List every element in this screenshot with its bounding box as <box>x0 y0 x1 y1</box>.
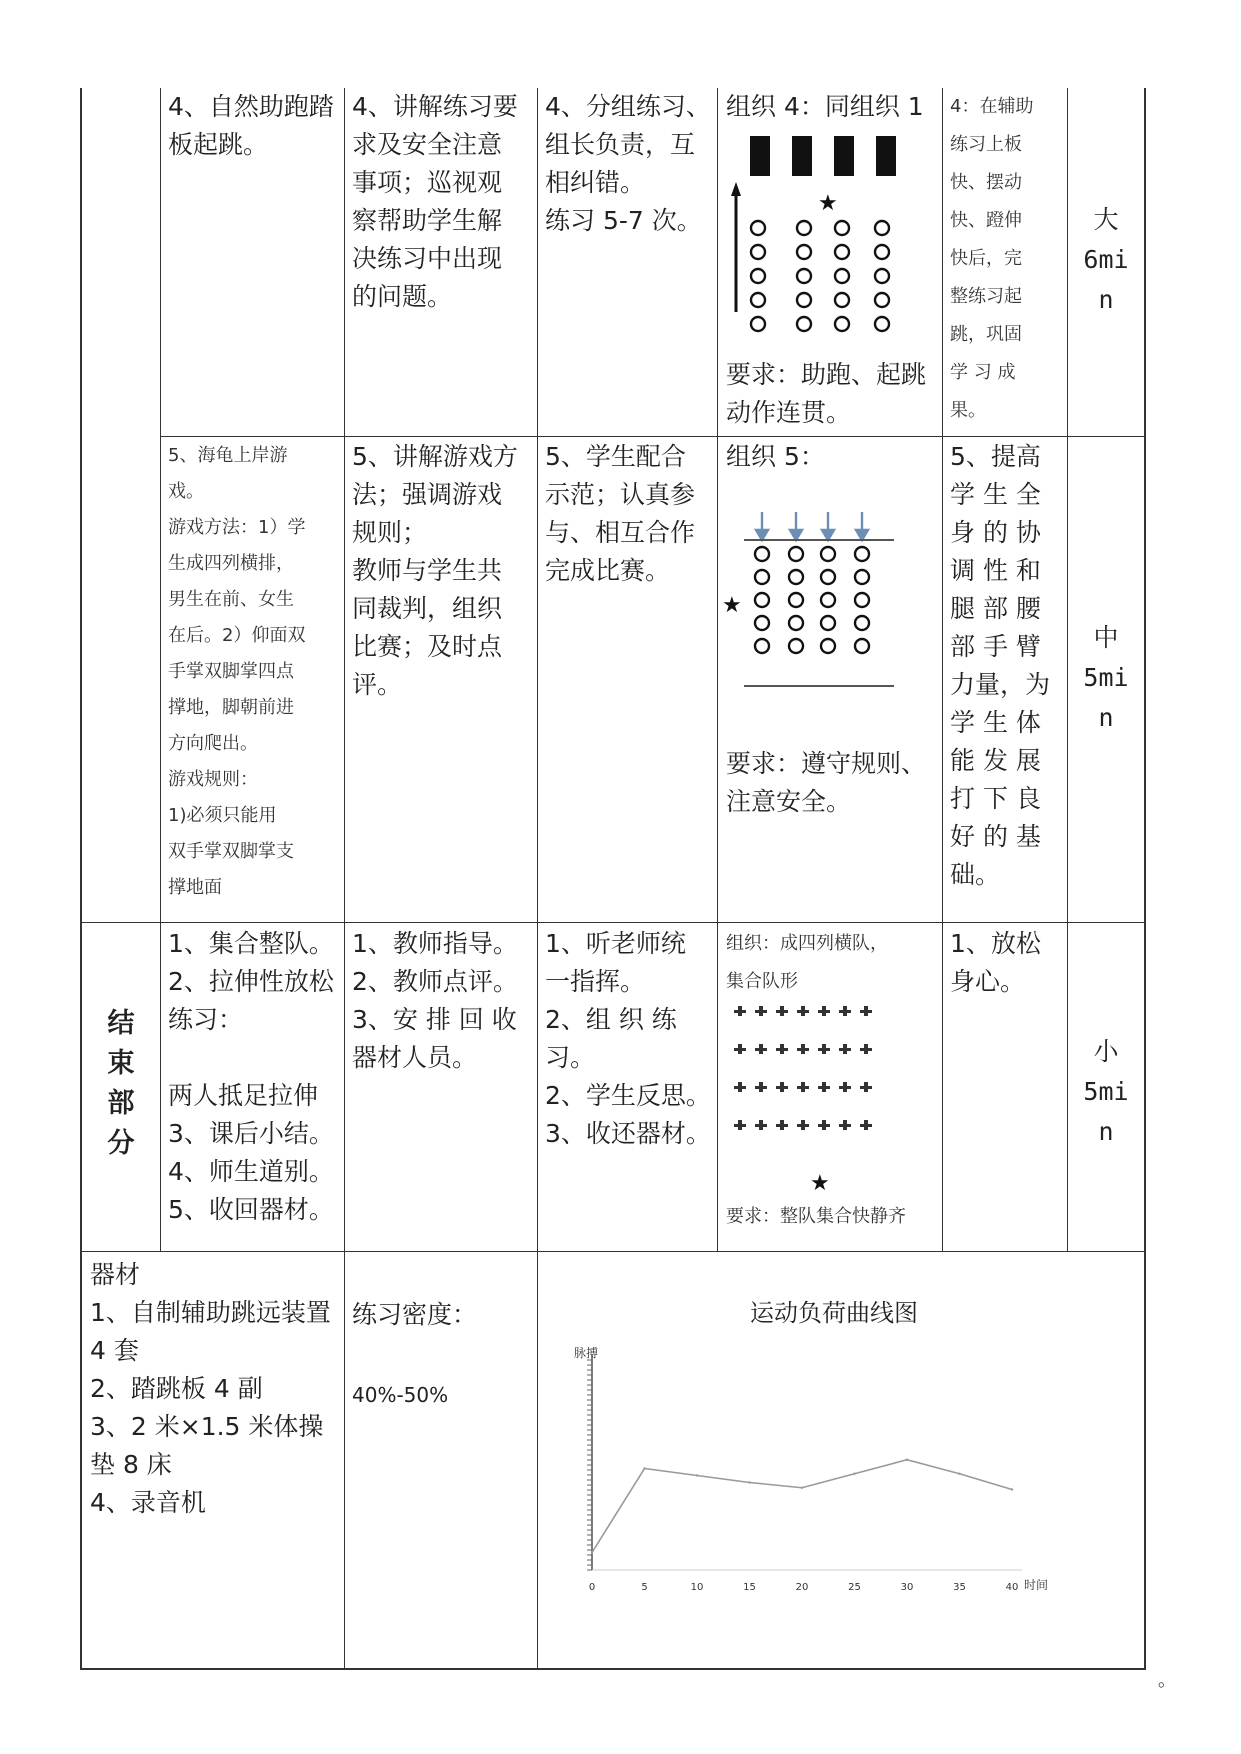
row2-goal: 5、提高 学 生 全 身 的 协 调 性 和 腿 部 腰 部 手 臂 力量，为 学 生 体 能 发 展 打 下 良 好 的 基 础。 <box>950 442 1051 889</box>
row3-org-requirement: 要求：整队集合快静齐 <box>726 1206 906 1227</box>
student-marker <box>789 570 803 584</box>
col-line-1 <box>160 88 161 1252</box>
student-marker <box>751 269 765 283</box>
student-marker <box>864 1006 868 1016</box>
student-marker <box>835 317 849 331</box>
row2-intensity: 中 5mi n <box>1083 623 1129 732</box>
load-curve-point <box>958 1473 960 1475</box>
student-marker <box>780 1006 784 1016</box>
student-marker <box>822 1006 826 1016</box>
row-line-3 <box>80 1251 1145 1252</box>
x-tick-label: 5 <box>641 1582 648 1593</box>
student-marker <box>801 1120 805 1130</box>
load-curve-point <box>748 1481 750 1483</box>
load-curve-chart <box>560 1340 1060 1600</box>
student-marker <box>875 317 889 331</box>
section-label-ending: 结 束 部 分 <box>107 1008 135 1159</box>
student-marker <box>835 269 849 283</box>
student-marker <box>759 1082 763 1092</box>
student-marker <box>864 1044 868 1054</box>
teacher-star-icon: ★ <box>818 191 838 216</box>
load-curve-point <box>591 1551 593 1553</box>
student-marker <box>835 293 849 307</box>
student-marker <box>755 547 769 561</box>
student-marker <box>801 1082 805 1092</box>
x-tick-label: 40 <box>1005 1582 1019 1593</box>
chart-title: 运动负荷曲线图 <box>750 1299 918 1327</box>
student-marker <box>835 221 849 235</box>
row-line-2 <box>80 922 1145 923</box>
run-direction-arrowhead <box>731 182 741 196</box>
row1-teacher: 4、讲解练习要 求及安全注意 事项；巡视观 察帮助学生解 决练习中出现 的问题。 <box>352 92 518 311</box>
load-curve-point <box>1011 1488 1013 1490</box>
student-marker <box>759 1044 763 1054</box>
row1-goal: 4：在辅助 练习上板 快、摆动 快、蹬伸 快后，完 整练习起 跳，巩固 学 习 成 果。 <box>950 96 1034 421</box>
student-marker <box>789 593 803 607</box>
student-marker <box>821 639 835 653</box>
student-marker <box>875 293 889 307</box>
row2-content: 5、海龟上岸游 戏。 游戏方法：1）学 生成四列横排， 男生在前、女生 在后。2）仰面双 手掌双脚掌四点 撑地，脚朝前进 方向爬出。 游戏规则： 1)必须只能用 双手掌双脚掌支 撑地面 <box>168 445 306 898</box>
load-curve-point <box>801 1487 803 1489</box>
student-marker <box>751 293 765 307</box>
student-marker <box>755 616 769 630</box>
teacher-star-icon: ★ <box>722 593 742 618</box>
student-marker <box>780 1082 784 1092</box>
student-marker <box>780 1044 784 1054</box>
row2-student: 5、学生配合 示范；认真参 与、相互合作 完成比赛。 <box>545 442 696 585</box>
student-marker <box>855 639 869 653</box>
student-marker <box>822 1082 826 1092</box>
student-marker <box>751 245 765 259</box>
student-marker <box>843 1082 847 1092</box>
jump-board <box>834 136 854 176</box>
student-marker <box>821 547 835 561</box>
x-tick-label: 15 <box>743 1582 756 1593</box>
student-marker <box>875 221 889 235</box>
student-marker <box>855 547 869 561</box>
move-direction-arrowhead <box>790 530 802 540</box>
row3-org-title: 组织：成四列横队， 集合队形 <box>726 933 888 992</box>
student-marker <box>797 245 811 259</box>
student-marker <box>759 1120 763 1130</box>
student-marker <box>789 616 803 630</box>
student-marker <box>738 1082 742 1092</box>
student-marker <box>855 593 869 607</box>
row3-intensity: 小 5mi n <box>1083 1037 1129 1146</box>
student-marker <box>797 221 811 235</box>
student-marker <box>755 593 769 607</box>
x-tick-label: 20 <box>795 1582 809 1593</box>
chart-y-axis-label: 脉搏 <box>574 1346 599 1360</box>
jump-board <box>792 136 812 176</box>
student-marker <box>864 1082 868 1092</box>
col-line-3 <box>537 88 538 1670</box>
student-marker <box>797 293 811 307</box>
row1-formation-diagram <box>722 126 937 346</box>
student-marker <box>801 1044 805 1054</box>
student-marker <box>822 1120 826 1130</box>
student-marker <box>843 1044 847 1054</box>
student-marker <box>751 317 765 331</box>
row3-teacher: 1、教师指导。 2、教师点评。 3、安 排 回 收 器材人员。 <box>352 929 518 1072</box>
student-marker <box>864 1120 868 1130</box>
student-marker <box>755 639 769 653</box>
student-marker <box>821 616 835 630</box>
row2-org-requirement: 要求：遵守规则、 注意安全。 <box>726 749 927 816</box>
student-marker <box>821 593 835 607</box>
load-curve-line <box>592 1460 1012 1553</box>
student-marker <box>789 547 803 561</box>
row2-teacher: 5、讲解游戏方 法；强调游戏 规则； 教师与学生共 同裁判，组织 比赛；及时点 评。 <box>352 442 518 699</box>
col-line-5 <box>942 88 943 1252</box>
student-marker <box>875 269 889 283</box>
row2-formation-diagram <box>722 510 937 700</box>
chart-x-axis-label: 时间 <box>1024 1578 1049 1592</box>
row1-org-requirement: 要求：助跑、起跳 动作连贯。 <box>726 360 927 427</box>
load-curve-point <box>853 1473 855 1475</box>
x-tick-label: 10 <box>690 1582 704 1593</box>
x-tick-label: 35 <box>953 1582 966 1593</box>
student-marker <box>835 245 849 259</box>
page-mark: 。 <box>1158 1670 1176 1691</box>
row1-content: 4、自然助跑踏 板起跳。 <box>168 92 334 159</box>
row3-student: 1、听老师统 一指挥。 2、组 织 练 习。 2、学生反思。 3、收还器材。 <box>545 929 711 1148</box>
density-value: 40%-50% <box>352 1383 449 1407</box>
row2-org-title: 组织 5： <box>726 442 825 471</box>
table-right-border <box>1144 88 1146 1670</box>
table-bottom-border <box>80 1668 1146 1670</box>
row1-student: 4、分组练习、 组长负责，互 相纠错。 练习 5-7 次。 <box>545 92 711 235</box>
student-marker <box>797 317 811 331</box>
move-direction-arrowhead <box>822 530 834 540</box>
row3-goal: 1、放松 身心。 <box>950 929 1041 996</box>
x-tick-label: 25 <box>848 1582 861 1593</box>
row3-formation-diagram <box>722 1000 937 1200</box>
student-marker <box>751 221 765 235</box>
move-direction-arrowhead <box>756 530 768 540</box>
jump-board <box>876 136 896 176</box>
x-tick-label: 0 <box>588 1582 596 1593</box>
student-marker <box>801 1006 805 1016</box>
student-marker <box>780 1120 784 1130</box>
col-line-2 <box>344 88 345 1670</box>
student-marker <box>855 616 869 630</box>
row1-intensity: 大 6mi n <box>1083 205 1129 314</box>
student-marker <box>738 1044 742 1054</box>
x-tick-label: 30 <box>900 1582 914 1593</box>
student-marker <box>759 1006 763 1016</box>
teacher-star-icon: ★ <box>810 1171 830 1196</box>
row1-org-title: 组织 4：同组织 1 <box>726 92 924 121</box>
table-left-border <box>80 88 82 1670</box>
load-curve-point <box>906 1459 908 1461</box>
density-label: 练习密度： <box>352 1300 478 1329</box>
row3-content: 1、集合整队。 2、拉伸性放松 练习： 两人抵足拉伸 3、课后小结。 4、师生道别。 5、收回器材。 <box>168 929 334 1224</box>
jump-board <box>750 136 770 176</box>
equipment-list: 器材 1、自制辅助跳远装置 4 套 2、踏跳板 4 副 3、2 米×1.5 米体操 垫 8 床 4、录音机 <box>90 1260 331 1517</box>
student-marker <box>797 269 811 283</box>
student-marker <box>843 1120 847 1130</box>
student-marker <box>843 1006 847 1016</box>
student-marker <box>738 1006 742 1016</box>
load-curve-point <box>696 1474 698 1476</box>
load-curve-point <box>643 1467 645 1469</box>
col-line-4 <box>717 88 718 1252</box>
move-direction-arrowhead <box>856 530 868 540</box>
student-marker <box>875 245 889 259</box>
student-marker <box>821 570 835 584</box>
student-marker <box>738 1120 742 1130</box>
row-line-1 <box>160 436 1145 437</box>
student-marker <box>755 570 769 584</box>
student-marker <box>855 570 869 584</box>
student-marker <box>822 1044 826 1054</box>
student-marker <box>789 639 803 653</box>
